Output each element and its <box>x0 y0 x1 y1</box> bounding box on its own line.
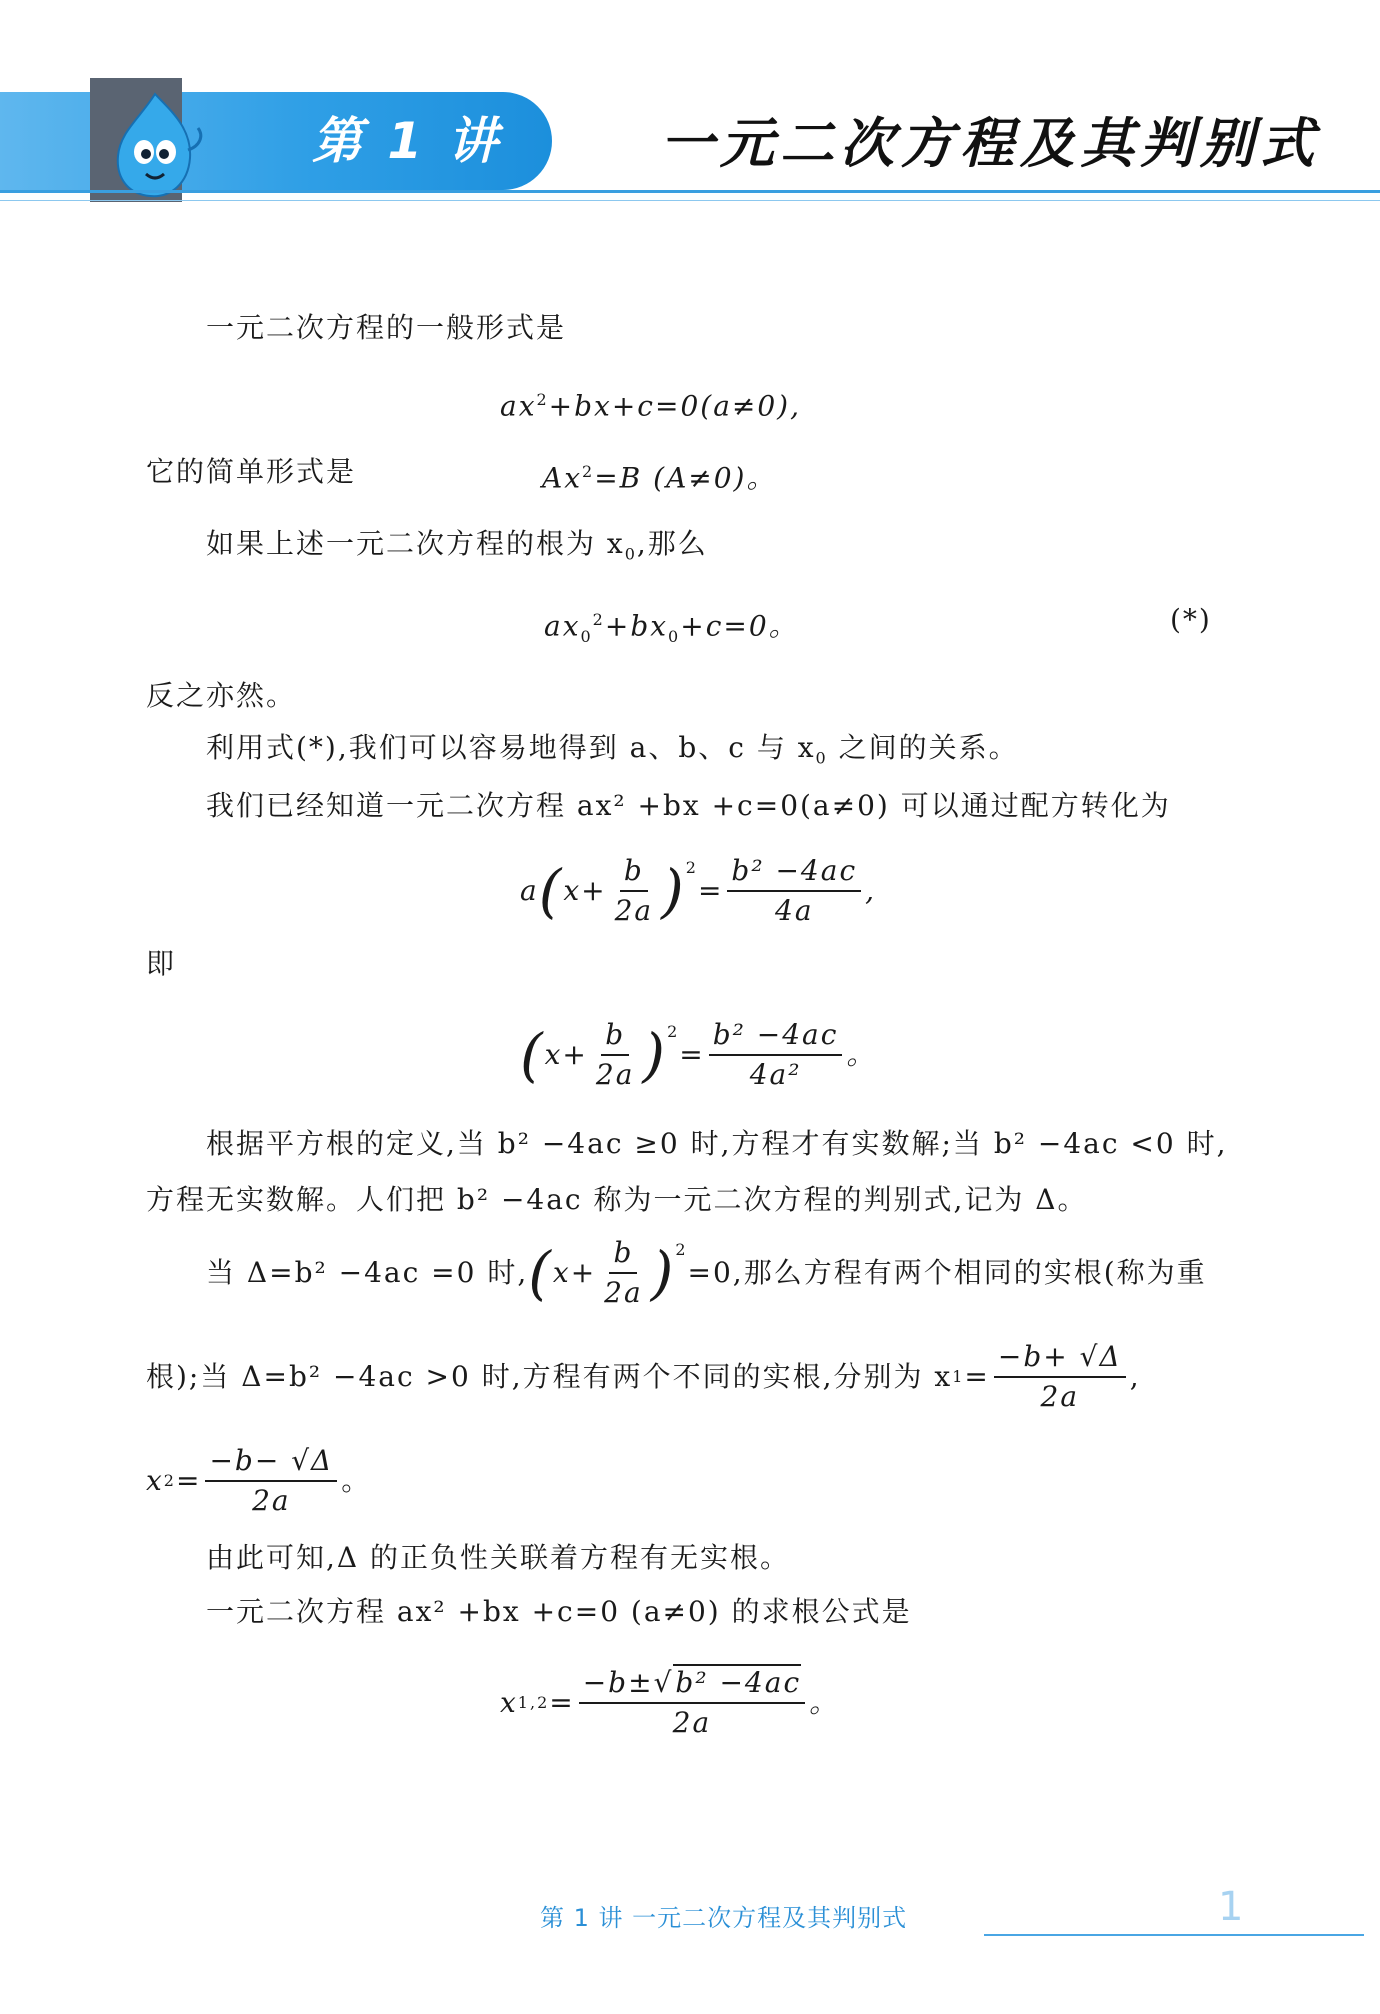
paragraph-simple-form: 它的简单形式是 <box>146 455 357 488</box>
paragraph-relation: 利用式(*),我们可以容易地得到 a、b、c 与 $x_0$ 之间的关系。 <box>206 731 1019 768</box>
paragraph-definition: 根据平方根的定义,当 b² −4ac ≥0 时,方程才有实数解;当 b² −4ac <0 时, <box>206 1127 1228 1160</box>
equation-root-formula: x 1,2 = $\frac{\text{−b±√b² −4ac}}{2a}$ 。 <box>500 1666 840 1739</box>
paragraph-ie: 即 <box>146 947 177 980</box>
equation-x2: x 2 = $\frac{-b- √\Delta}{2a}$ 。 <box>146 1444 372 1517</box>
page-title: 一元二次方程及其判别式 <box>660 112 1320 175</box>
lesson-label: 第 1 讲 <box>312 112 502 170</box>
page-number: 1 <box>1218 1884 1244 1930</box>
paragraph-sign: 由此可知,Δ 的正负性关联着方程有无实根。 <box>206 1541 791 1574</box>
header-rule <box>0 190 1380 193</box>
paragraph-distinct-roots: 根);当 Δ=b² −4ac >0 时,方程有两个不同的实根,分别为 x 1 = $\frac{-b+ √\Delta}{2a}$ , <box>146 1340 1141 1413</box>
footer-rule <box>984 1934 1364 1936</box>
equation-simple: $Ax^2=B$ (A≠0)。 <box>542 461 777 495</box>
paragraph-converse: 反之亦然。 <box>146 679 297 712</box>
equation-complete-square-2: ( x+ $\frac{b}{2a}$ ) $^2$ = $\frac{\text{b² −4ac}}{\text{4a²}}$ 。 <box>520 1018 877 1091</box>
paragraph-discriminant: 方程无实数解。人们把 b² −4ac 称为一元二次方程的判别式,记为 Δ。 <box>146 1183 1088 1216</box>
paragraph-complete-square: 我们已经知道一元二次方程 ax² +bx +c=0(a≠0) 可以通过配方转化为 <box>206 789 1171 822</box>
header-rule-thin <box>0 200 1380 201</box>
footer-chapter: 第 1 讲 一元二次方程及其判别式 <box>540 1904 908 1932</box>
equation-general: $ax^2+bx+c=0(a\ne 0)$, <box>500 389 801 423</box>
paragraph-root-formula: 一元二次方程 ax² +bx +c=0 (a≠0) 的求根公式是 <box>206 1595 912 1628</box>
equation-star-tag: (*) <box>1170 603 1212 636</box>
equation-star: $ax_0^2+bx_0+c=0$。 <box>544 609 799 646</box>
paragraph-equal-roots: 当 Δ=b² −4ac =0 时, ( x+ $\frac{b}{2a}$ ) $^2$ =0,那么方程有两个相同的实根(称为重 <box>206 1236 1207 1309</box>
paragraph-root: 如果上述一元二次方程的根为 $x_0$,那么 <box>206 527 708 564</box>
paragraph-general-form: 一元二次方程的一般形式是 <box>206 311 567 344</box>
mascot-icon <box>100 88 210 206</box>
equation-complete-square: a ( x+ $\frac{b}{2a}$ ) $^2$ = $\frac{\text{b² −4ac}}{4a}$ , <box>520 854 877 927</box>
